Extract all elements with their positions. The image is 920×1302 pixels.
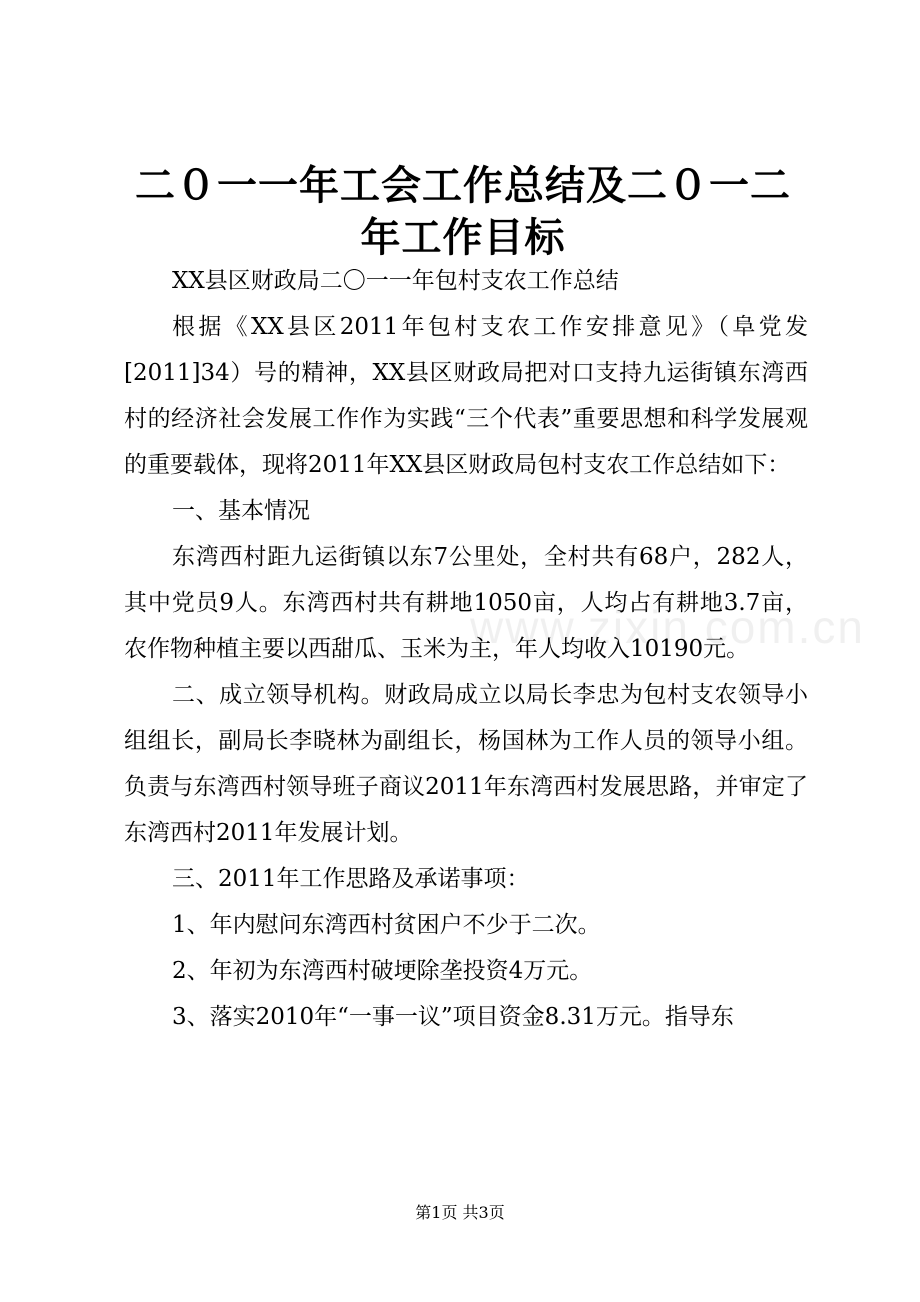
section-heading-basic: 一、基本情况 [172, 498, 310, 524]
paragraph-leadership: 二、成立领导机构。财政局成立以局长李忠为包村支农领导小组组长，副局长李晓林为副组长，杨国林为工作人员的领导小组。负责与东湾西村领导班子商议2011年东湾西村发展思路，并审定了东湾西村2011年发展计划。 [124, 682, 808, 846]
document-title: 二０一一年工会工作总结及二０一二年工作目标 [135, 162, 791, 261]
list-item-1: 1、年内慰问东湾西村贫困户不少于二次。 [172, 912, 601, 938]
watermark: www.zixin.com.cn [470, 601, 865, 653]
list-item-3: 3、落实2010年“一事一议”项目资金8.31万元。指导东 [172, 1004, 734, 1030]
section-heading-plan: 三、2011年工作思路及承诺事项： [172, 866, 530, 892]
list-item-2: 2、年初为东湾西村破埂除垄投资4万元。 [172, 958, 593, 984]
paragraph-intro: 根据《XX县区2011年包村支农工作安排意见》（阜党发[2011]34）号的精神，XX县区财政局把对口支持九运街镇东湾西村的经济社会发展工作作为实践“三个代表”重要思想和科学发展观的重要载体，现将2011年XX县区财政局包村支农工作总结如下： [124, 314, 808, 478]
paragraph-basic-info: 东湾西村距九运街镇以东7公里处，全村共有68户，282人，其中党员9人。东湾西村共有耕地1050亩，人均占有耕地3.7亩，农作物种植主要以西甜瓜、玉米为主，年人均收入10190元。 [124, 544, 808, 662]
paragraph-subtitle: XX县区财政局二〇一一年包村支农工作总结 [172, 268, 619, 294]
page-footer: 第1页 共3页 [415, 1203, 505, 1222]
